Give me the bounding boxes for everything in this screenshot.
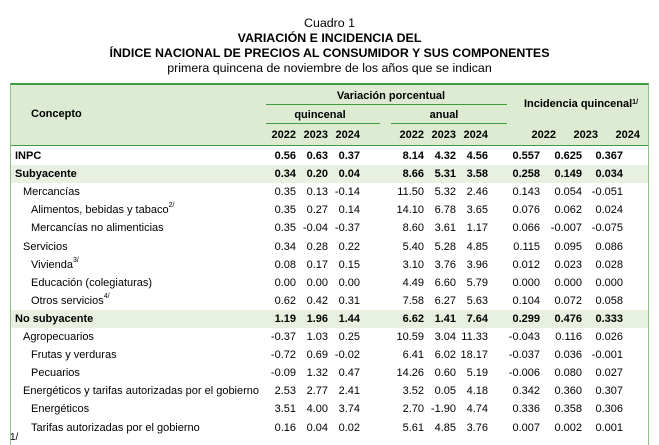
row-label [23, 382, 259, 400]
header-quincenal: quincenal [294, 109, 346, 121]
header-year: 2023 [303, 129, 328, 141]
row-value: 8.66 [402, 168, 424, 181]
row-value: 0.072 [554, 294, 582, 307]
table-title-block [0, 16, 659, 76]
row-value: 0.47 [338, 367, 360, 380]
row-value: 4.32 [434, 150, 456, 162]
row-value: -0.14 [334, 186, 360, 199]
row-value: 0.625 [554, 150, 582, 162]
row-value: 0.15 [338, 258, 360, 271]
row-value: 3.96 [466, 258, 488, 271]
row-value: 5.40 [402, 240, 424, 253]
table-row [11, 183, 648, 201]
row-value: 0.086 [595, 240, 623, 253]
row-value: -0.007 [550, 222, 582, 235]
row-value: 0.14 [338, 204, 360, 217]
row-value: -0.02 [334, 349, 360, 362]
row-label [31, 346, 117, 364]
table-subtitle: primera quincena de noviembre de los años que se indican [167, 61, 492, 75]
header-year: 2024 [615, 129, 640, 141]
row-value: 0.25 [338, 331, 360, 343]
row-value: 2.70 [402, 403, 424, 416]
row-value: 0.058 [595, 294, 623, 307]
row-label-text: Frutas y verduras [31, 349, 117, 362]
row-value: 0.00 [338, 276, 360, 289]
row-value: 0.024 [595, 204, 623, 217]
row-value: 0.026 [595, 331, 623, 343]
row-label-text: Agropecuarios [23, 331, 94, 343]
table-row [11, 274, 648, 292]
row-value: 0.22 [338, 240, 360, 253]
row-value: 10.59 [396, 331, 424, 343]
row-value: 0.37 [338, 150, 360, 162]
row-label [31, 274, 152, 292]
row-value: 0.20 [306, 168, 328, 181]
row-value: -0.09 [270, 367, 296, 380]
row-label [31, 400, 89, 418]
row-label [23, 238, 68, 256]
header-year: 2024 [335, 129, 360, 141]
row-value: 14.26 [396, 367, 424, 380]
row-label [23, 183, 80, 201]
footnote-partial: 1/ [10, 432, 19, 443]
table-row [11, 382, 648, 400]
row-footnote-ref: 4/ [103, 292, 110, 300]
row-value: 3.52 [402, 385, 424, 398]
row-value: 6.27 [434, 294, 456, 307]
row-value: 5.19 [466, 367, 488, 380]
row-value: 0.16 [274, 421, 296, 434]
row-value: 4.85 [434, 421, 456, 434]
row-value: -1.90 [430, 403, 456, 416]
table-header [11, 85, 648, 145]
row-value: -0.075 [591, 222, 623, 235]
row-label-text: Pecuarios [31, 367, 80, 380]
row-value: 0.35 [274, 186, 296, 199]
row-value: 0.342 [512, 385, 540, 398]
row-value: 0.258 [512, 168, 540, 181]
row-value: 0.000 [512, 276, 540, 289]
row-value: 11.33 [461, 331, 488, 343]
row-value: 8.14 [402, 150, 424, 162]
row-value: 0.336 [512, 403, 540, 416]
table-row [11, 238, 648, 256]
table-number: Cuadro 1 [304, 16, 355, 30]
table-row [11, 201, 648, 219]
header-year: 2022 [531, 129, 556, 141]
row-value: 1.41 [434, 312, 456, 325]
table-row [11, 165, 648, 183]
row-value: 1.03 [306, 331, 328, 343]
row-label-text: Mercancías [23, 186, 80, 199]
rule-header-bottom [11, 145, 648, 146]
row-value: 4.49 [402, 276, 424, 289]
row-label-text: Educación (colegiaturas) [31, 276, 153, 289]
row-label [15, 310, 93, 328]
table-row [11, 292, 648, 310]
table-row [11, 147, 648, 165]
row-value: 0.028 [595, 258, 623, 271]
row-value: 0.143 [512, 186, 540, 199]
row-value: 0.000 [595, 276, 623, 289]
row-value: 0.63 [306, 150, 328, 162]
row-value: 4.56 [466, 150, 488, 162]
row-value: -0.006 [508, 367, 540, 380]
row-value: 2.77 [306, 385, 328, 398]
row-value: 0.00 [306, 276, 328, 289]
row-value: 0.34 [274, 240, 296, 253]
table-row [11, 256, 648, 274]
table-row [11, 310, 648, 328]
row-value: 3.04 [434, 331, 456, 343]
row-value: 0.27 [306, 204, 328, 217]
row-value: 0.34 [274, 168, 296, 181]
row-value: 3.74 [338, 403, 360, 416]
row-value: 7.64 [466, 312, 488, 325]
table-row [11, 419, 648, 437]
row-label-text: No subyacente [15, 312, 94, 325]
row-value: 4.74 [466, 403, 488, 416]
row-value: 0.557 [512, 150, 540, 162]
header-year: 2023 [431, 129, 456, 141]
row-value: 0.358 [554, 403, 582, 416]
row-value: 5.28 [434, 240, 456, 253]
row-label-text: Servicios [23, 240, 68, 253]
inpc-table [10, 83, 649, 445]
row-value: 3.76 [434, 258, 456, 271]
row-value: -0.37 [270, 331, 296, 343]
row-value: 0.095 [554, 240, 582, 253]
row-value: -0.37 [334, 222, 360, 235]
row-value: 0.13 [306, 186, 328, 199]
row-value: 0.299 [512, 312, 540, 325]
row-value: 0.104 [512, 294, 540, 307]
row-value: 3.10 [402, 258, 424, 271]
row-value: 0.149 [554, 168, 582, 181]
row-value: 6.41 [402, 349, 424, 362]
header-year: 2023 [573, 129, 598, 141]
row-label [31, 419, 200, 437]
row-value: 7.58 [402, 294, 424, 307]
row-value: 5.31 [434, 168, 456, 181]
row-value: 6.78 [434, 204, 456, 217]
row-value: 0.116 [555, 331, 582, 343]
row-value: 14.10 [396, 204, 424, 217]
row-value: -0.04 [302, 222, 328, 235]
row-label [31, 256, 79, 274]
row-value: -0.72 [270, 349, 296, 362]
row-value: 6.62 [402, 312, 424, 325]
row-value: 0.002 [554, 421, 582, 434]
row-value: 0.007 [512, 421, 540, 434]
rule-quincenal [266, 123, 380, 124]
row-value: 0.023 [554, 258, 582, 271]
row-value: -0.001 [591, 349, 623, 362]
row-footnote-ref: 2/ [168, 202, 175, 210]
row-value: 0.05 [434, 385, 456, 398]
row-value: 0.35 [274, 204, 296, 217]
row-label-text: Otros servicios [31, 294, 104, 307]
header-incidencia: Incidencia quincenal$^{1/}$ [523, 98, 639, 110]
row-value: 1.19 [274, 312, 296, 325]
row-value: 0.080 [554, 367, 582, 380]
row-label-text: Tarifas autorizadas por el gobierno [31, 421, 200, 434]
row-value: 5.63 [466, 294, 488, 307]
row-value: 0.02 [338, 421, 360, 434]
row-value: 8.60 [402, 222, 424, 235]
row-value: 0.306 [595, 403, 623, 416]
table-title: VARIACIÓN E INCIDENCIA DEL [237, 31, 422, 45]
row-value: 3.58 [466, 168, 488, 181]
table-title-line2: ÍNDICE NACIONAL DE PRECIOS AL CONSUMIDOR Y SUS COMPONENTES [109, 46, 550, 60]
row-value: 0.04 [306, 421, 328, 434]
row-value: 4.00 [306, 403, 328, 416]
table-row [11, 364, 648, 382]
row-value: 3.76 [466, 421, 488, 434]
row-label-text: Vivienda [31, 258, 73, 271]
rule-variacion [266, 104, 507, 105]
row-value: 0.56 [274, 150, 296, 162]
row-value: 0.28 [306, 240, 328, 253]
header-year: 2022 [399, 129, 424, 141]
row-value: 0.027 [595, 367, 623, 380]
row-value: 1.44 [338, 312, 360, 325]
row-label [31, 292, 110, 310]
row-value: 1.17 [466, 222, 488, 235]
row-value: 0.35 [274, 222, 296, 235]
row-label [15, 165, 77, 183]
table-row [11, 219, 648, 237]
row-value: 0.307 [595, 385, 623, 398]
row-value: 5.79 [466, 276, 488, 289]
row-label-text: Energéticos [31, 403, 90, 416]
row-value: 0.115 [513, 240, 540, 253]
row-value: 0.04 [338, 168, 360, 181]
row-value: 2.41 [338, 385, 360, 398]
row-value: 0.333 [595, 312, 623, 325]
row-value: 4.85 [466, 240, 488, 253]
row-value: 0.00 [274, 276, 296, 289]
row-value: 0.066 [512, 222, 540, 235]
row-value: 0.42 [306, 294, 328, 307]
row-value: -0.043 [508, 331, 540, 343]
row-value: 6.60 [434, 276, 456, 289]
row-value: 0.034 [595, 168, 623, 181]
row-value: 0.012 [512, 258, 540, 271]
row-value: -0.037 [508, 349, 540, 362]
row-value: -0.051 [591, 186, 623, 199]
table-row [11, 328, 648, 346]
row-value: 0.62 [274, 294, 296, 307]
row-value: 3.51 [274, 403, 296, 416]
row-value: 0.062 [554, 204, 582, 217]
row-label-text: Subyacente [15, 168, 77, 181]
row-value: 0.076 [512, 204, 540, 217]
table-row [11, 400, 648, 418]
row-value: 2.53 [274, 385, 296, 398]
header-anual: anual [429, 109, 459, 121]
row-value: 5.61 [402, 421, 424, 434]
row-value: 3.61 [434, 222, 456, 235]
row-label [15, 147, 41, 165]
row-value: 0.08 [274, 258, 296, 271]
row-value: 0.31 [338, 294, 360, 307]
row-label [31, 201, 174, 219]
header-concepto: Concepto [31, 108, 82, 120]
row-value: 5.32 [434, 186, 456, 199]
row-value: 0.036 [554, 349, 582, 362]
row-value: 0.000 [554, 276, 582, 289]
row-label-text: Mercancías no alimenticias [31, 222, 164, 235]
header-year: 2022 [271, 129, 296, 141]
row-value: 0.367 [595, 150, 623, 162]
row-value: 3.65 [466, 204, 488, 217]
table-row [11, 346, 648, 364]
row-label-text: Alimentos, bebidas y tabaco [31, 204, 169, 217]
row-value: 4.18 [466, 385, 488, 398]
row-value: 18.17 [460, 349, 488, 362]
row-value: 0.360 [554, 385, 582, 398]
row-value: 0.476 [554, 312, 582, 325]
row-footnote-ref: 3/ [73, 256, 79, 264]
row-label-text: Energéticos y tarifas autorizadas por el gobierno [23, 385, 260, 398]
row-value: 1.96 [306, 312, 328, 325]
row-value: 0.001 [595, 421, 623, 434]
rule-anual [391, 123, 507, 124]
row-value: 0.60 [434, 367, 456, 380]
row-value: 0.69 [306, 349, 328, 362]
row-value: 0.17 [306, 258, 328, 271]
row-label [31, 364, 80, 382]
row-value: 2.46 [466, 186, 488, 199]
row-value: 6.02 [434, 349, 456, 362]
header-year: 2024 [463, 129, 488, 141]
row-value: 0.054 [554, 186, 582, 199]
row-label-text: INPC [15, 150, 42, 162]
row-value: 11.50 [397, 186, 424, 199]
row-label [23, 328, 94, 346]
row-label [31, 219, 164, 237]
row-value: 1.32 [306, 367, 328, 380]
header-variacion-porcentual: Variación porcentual [336, 90, 446, 102]
